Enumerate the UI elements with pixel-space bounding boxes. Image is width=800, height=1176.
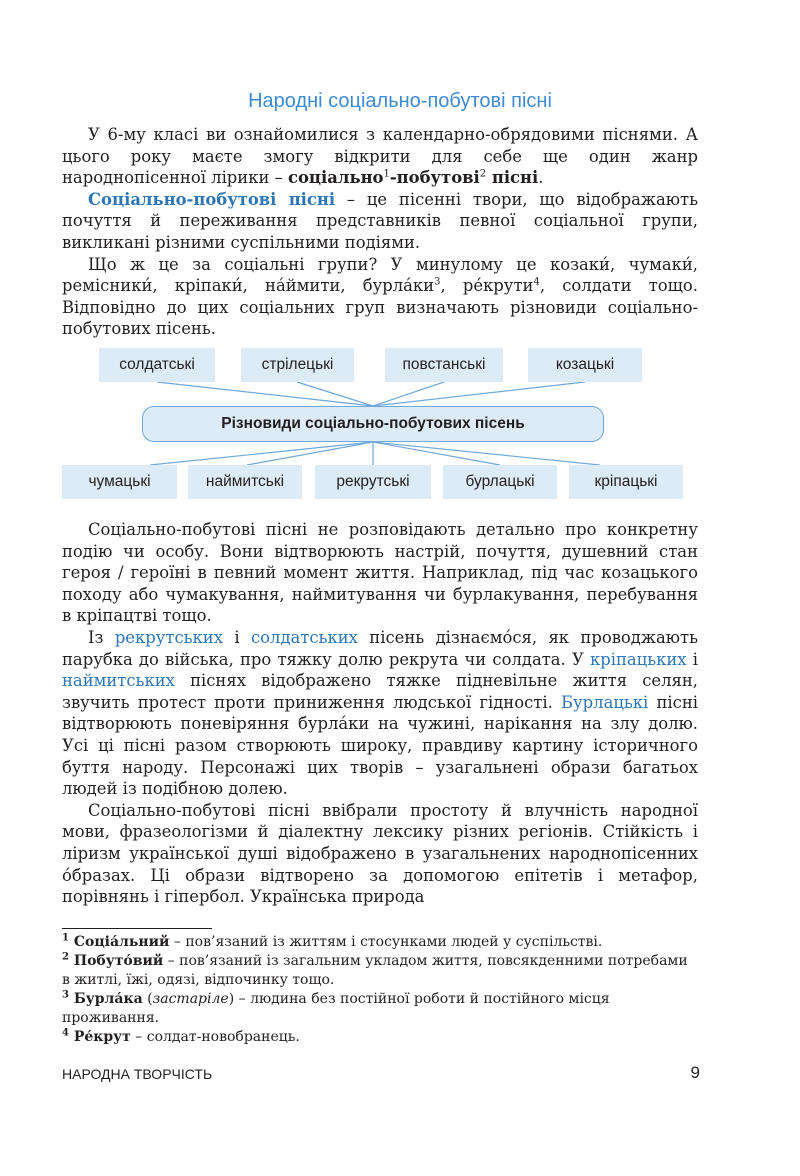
footnotes <box>62 933 698 1047</box>
footnote-4-def: – солдат-новобранець. <box>130 1029 300 1045</box>
paragraph-1-end: . <box>538 168 544 188</box>
footnote-ref-2: 2 <box>479 168 487 180</box>
footnote-ref-3: 3 <box>434 276 441 288</box>
footnote-3: $^3$ Бурла́ка (застаріле) – людина без постійної роботи й постійного місця проживання. <box>62 989 610 1026</box>
intro-text <box>62 124 698 340</box>
footnote-2-term: Побуто́вий <box>73 953 164 969</box>
bottom-box-3: рекрутські <box>315 465 431 499</box>
connector-top-1 <box>157 382 373 406</box>
paragraph-4: Соціально-побутові пісні не розповідають детально про конкретну подію чи особу. Вони відтворюють настрій, почуття, душевний стан героя / героїні в певний момент життя. Наприклад, під час козацького походу або чумакування, наймитування чи бурлакування, перебування в кріпацтві тощо. <box>62 520 698 626</box>
footnote-2-num: 2 <box>62 951 69 963</box>
connector-top-2 <box>297 382 373 406</box>
highlight-hired: наймитських <box>62 671 175 691</box>
footnote-divider <box>62 928 212 929</box>
paragraph-5-text-d: і <box>686 649 698 669</box>
paragraph-2 <box>62 189 698 254</box>
connector-bottom-5 <box>373 442 600 465</box>
bottom-box-5: кріпацькі <box>569 465 683 499</box>
section-footer: НАРОДНА ТВОРЧІСТЬ <box>62 1066 213 1082</box>
top-box-4: козацькі <box>528 348 642 382</box>
connector-top-4 <box>373 382 585 406</box>
main-text <box>62 519 698 908</box>
bottom-box-1: чумацькі <box>62 465 177 499</box>
definition-term: Соціально-побутові пісні <box>88 189 336 209</box>
footnote-4-num: 4 <box>62 1027 69 1039</box>
bottom-box-2: наймитські <box>188 465 302 499</box>
term-household: -побутові <box>389 168 480 188</box>
top-box-3: повстанські <box>385 348 503 382</box>
footnote-4-term: Ре́крут <box>73 1029 131 1045</box>
paragraph-1 <box>62 124 698 189</box>
footnote-1-num: 1 <box>62 932 69 944</box>
song-types-diagram <box>0 340 800 510</box>
paragraph-5-text-b: і <box>222 627 251 647</box>
bottom-box-4: бурлацькі <box>443 465 557 499</box>
footnote-1-term: Соціа́льний <box>73 934 170 950</box>
footnote-1 <box>62 933 698 952</box>
paragraph-5 <box>62 627 698 800</box>
highlight-recruit: рекрутських <box>114 627 223 647</box>
footnote-ref-4: 4 <box>533 276 540 288</box>
paragraph-3-text-c: , солдати тощо. Відповідно до цих соціальних груп визначають різновиди соціально-побутових пісень. <box>62 276 698 339</box>
footnote-3-def: – людина без постійної роботи й постійного місця проживання. <box>62 991 610 1026</box>
page-number: 9 <box>690 1063 700 1082</box>
paragraph-1-text: У 6-му класі ви ознайомилися з календарно-обрядовими піснями. А цього року маєте змогу відкрити для себе ще один жанр народнопісенної лірики – <box>62 125 698 188</box>
definition-text: – це пісенні твори, що відображають почуття й переживання представників певної соціальної групи, викликані різними суспільними подіями. <box>62 189 698 252</box>
connector-bottom-1 <box>150 442 373 465</box>
paragraph-5-text-e: піснях відображено тяжке підневільне життя селян, звучить протест проти приниження людської гідності. <box>62 671 698 712</box>
footnote-4 <box>62 1028 698 1047</box>
footnote-2-def: – пов’язаний із загальним укладом життя, повсякденними потребами в житлі, їжі, одязі, відпочинку тощо. <box>62 953 688 988</box>
footnote-3-term: Бурла́ка <box>73 991 143 1007</box>
top-box-2: стрілецькі <box>241 348 354 382</box>
paragraph-6: Соціально-побутові пісні ввібрали простоту й влучність народної мови, фразеологізми й діалектну лексику різних регіонів. Стійкість і ліризм української душі відображено в узагальнених народнопісенних о́бразах. Ці образи відтворено за допомогою епітетів і метафор, порівнянь і гіпербол. Українська природа <box>62 800 698 907</box>
paragraph-5-text-c: пісень дізнаємо́ся, як проводжають парубка до війська, про тяжку долю рекрута чи солдата. У <box>62 627 699 669</box>
footnote-1-def: – пов’язаний із життям і стосунками людей у суспільстві. <box>169 934 603 950</box>
footnote-ref-1: 1 <box>383 168 390 180</box>
highlight-soldier: солдатських <box>250 627 358 647</box>
paragraph-3 <box>62 254 698 340</box>
page-title: Народні соціально-побутові пісні <box>248 90 552 112</box>
paragraph-5-text-f: пісні відтворюють поневіряння бурла́ки на чужині, нарікання на злу долю. Усі ці пісні разом створюють широку, правдиву картину історичного буття народу. Персонажі цих творів – узагальнені образи багатьох людей із подібною долею. <box>62 692 698 799</box>
diagram-center: Різновиди соціально-побутових пісень <box>142 406 604 442</box>
footnote-3-num: 3 <box>62 989 69 1001</box>
top-box-1: солдатські <box>99 348 215 382</box>
footnote-3-note: застаріле <box>152 991 229 1007</box>
highlight-burlak: Бурлацькі <box>560 692 649 712</box>
term-songs: пісні <box>486 168 539 188</box>
paragraph-5-text-a: Із <box>88 627 115 647</box>
highlight-serf: кріпацьких <box>590 649 687 669</box>
paragraph-3-text-b: , ре́крути <box>440 276 534 296</box>
footnote-2 <box>62 952 698 990</box>
term-social: соціально <box>288 168 384 188</box>
paragraph-3-text-a: Що ж це за соціальні групи? У минулому це козаки́, чумаки́, ремісники́, кріпаки́, на́ймити, бурла́ки <box>62 254 698 296</box>
